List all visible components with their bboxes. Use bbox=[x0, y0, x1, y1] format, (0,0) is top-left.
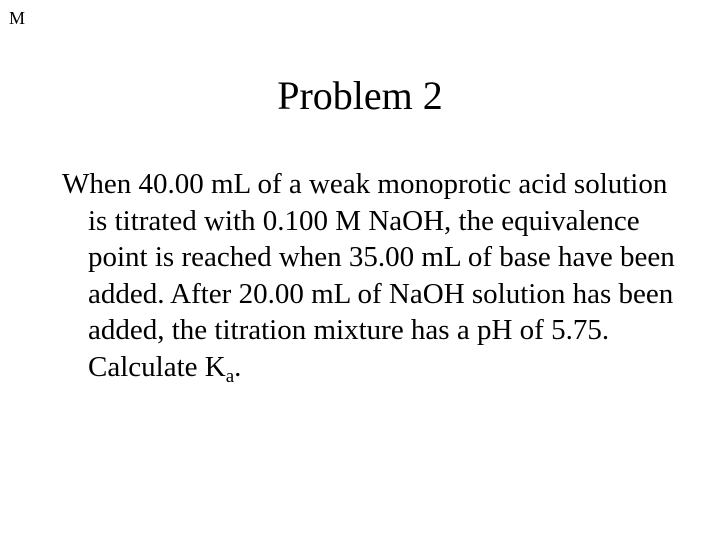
ka-subscript: a bbox=[225, 365, 235, 387]
problem-ending: . bbox=[234, 350, 242, 383]
problem-text bbox=[62, 166, 688, 385]
corner-mark: M bbox=[9, 8, 26, 28]
slide-title-text: Problem 2 bbox=[277, 73, 443, 118]
problem-body: When 40.00 mL of a weak monoprotic acid solution is titrated with 0.100 M NaOH, the equivalence point is reached when 35.00 mL of base have been added. After 20.00 mL of NaOH solution has been added, the titration mixture has a pH of 5.75. Calculate K bbox=[62, 168, 675, 383]
slide-title bbox=[0, 73, 720, 119]
